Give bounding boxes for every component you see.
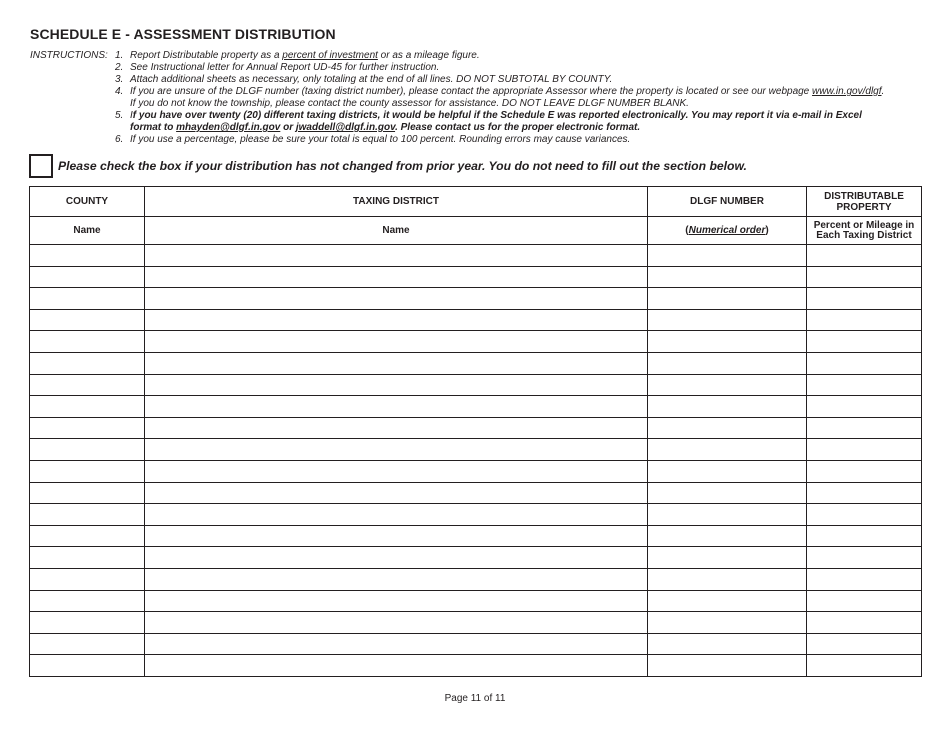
table-row xyxy=(30,504,922,526)
table-cell xyxy=(648,655,807,677)
taxing-district-name-input[interactable] xyxy=(145,597,647,608)
table-cell xyxy=(807,396,922,418)
county-name-input[interactable] xyxy=(30,359,144,370)
table-cell xyxy=(807,288,922,310)
table-row xyxy=(30,331,922,353)
table-cell xyxy=(145,460,648,482)
table-cell xyxy=(648,612,807,634)
percent-or-mileage-input[interactable] xyxy=(807,446,921,457)
dlgf-number-input[interactable] xyxy=(648,338,806,349)
table-row xyxy=(30,309,922,331)
instruction-text-part: format to xyxy=(130,122,177,133)
table-cell xyxy=(145,633,648,655)
instruction-text-part: . Please contact us for the proper electronic format. xyxy=(395,122,641,133)
subheader-numerical-order-text: Numerical order xyxy=(688,225,766,236)
instruction-number: 5. xyxy=(115,110,124,121)
percent-of-investment-text: percent of investment xyxy=(282,50,378,61)
table-cell xyxy=(145,266,648,288)
table-row xyxy=(30,417,922,439)
instructions-list xyxy=(115,50,915,146)
percent-or-mileage-input[interactable] xyxy=(807,575,921,586)
table-cell xyxy=(30,396,145,418)
county-name-input[interactable] xyxy=(30,467,144,478)
header-county: COUNTY xyxy=(30,187,145,217)
table-cell xyxy=(807,266,922,288)
taxing-district-name-input[interactable] xyxy=(145,510,647,521)
subheader-county-name: Name xyxy=(30,217,145,245)
subheader-paren: ) xyxy=(765,225,769,236)
page-title: SCHEDULE E - ASSESSMENT DISTRIBUTION xyxy=(30,26,336,42)
instruction-item xyxy=(115,86,915,110)
table-cell xyxy=(30,245,145,267)
instruction-text-part: I xyxy=(130,110,133,121)
dlgf-number-input[interactable] xyxy=(648,597,806,608)
instruction-item xyxy=(115,134,915,146)
percent-or-mileage-input[interactable] xyxy=(807,467,921,478)
dlgf-number-input[interactable] xyxy=(648,640,806,651)
table-cell xyxy=(145,309,648,331)
county-name-input[interactable] xyxy=(30,510,144,521)
dlgf-number-input[interactable] xyxy=(648,489,806,500)
table-cell xyxy=(648,309,807,331)
instruction-text xyxy=(130,86,915,110)
table-cell xyxy=(30,439,145,461)
dlgf-number-input[interactable] xyxy=(648,467,806,478)
table-cell xyxy=(807,245,922,267)
table-row xyxy=(30,482,922,504)
taxing-district-name-input[interactable] xyxy=(145,273,647,284)
table-row xyxy=(30,525,922,547)
subheader-numerical-order xyxy=(648,217,807,245)
county-name-input[interactable] xyxy=(30,424,144,435)
table-cell xyxy=(145,374,648,396)
table-cell xyxy=(807,439,922,461)
dlgf-number-input[interactable] xyxy=(648,251,806,262)
table-cell xyxy=(807,482,922,504)
percent-or-mileage-input[interactable] xyxy=(807,532,921,543)
table-cell xyxy=(145,331,648,353)
instructions-label: INSTRUCTIONS: xyxy=(30,50,108,61)
percent-or-mileage-input[interactable] xyxy=(807,510,921,521)
county-name-input[interactable] xyxy=(30,273,144,284)
dlgf-number-input[interactable] xyxy=(648,532,806,543)
table-cell xyxy=(30,633,145,655)
taxing-district-name-input[interactable] xyxy=(145,640,647,651)
table-row xyxy=(30,590,922,612)
table-row xyxy=(30,245,922,267)
taxing-district-name-input[interactable] xyxy=(145,402,647,413)
table-cell xyxy=(648,396,807,418)
taxing-district-name-input[interactable] xyxy=(145,381,647,392)
table-cell xyxy=(30,417,145,439)
header-dlgf-number: DLGF NUMBER xyxy=(648,187,807,217)
table-cell xyxy=(145,352,648,374)
subheader-district-name: Name xyxy=(145,217,648,245)
dlgf-number-input[interactable] xyxy=(648,618,806,629)
dlgf-number-input[interactable] xyxy=(648,402,806,413)
taxing-district-name-input[interactable] xyxy=(145,532,647,543)
percent-or-mileage-input[interactable] xyxy=(807,381,921,392)
table-cell xyxy=(145,547,648,569)
table-cell xyxy=(30,374,145,396)
percent-or-mileage-input[interactable] xyxy=(807,640,921,651)
instruction-text-part: If you do not know the township, please contact the county assessor for assistance. DO NOT LEAVE DLGF NUMBER BLANK. xyxy=(130,98,689,109)
table-cell xyxy=(145,612,648,634)
table-cell xyxy=(30,525,145,547)
table-row xyxy=(30,547,922,569)
instruction-text xyxy=(130,110,915,134)
instruction-text: See Instructional letter for Annual Report UD-45 for further instruction. xyxy=(130,62,440,73)
table-cell xyxy=(30,547,145,569)
table-cell xyxy=(648,374,807,396)
table-cell xyxy=(145,245,648,267)
table-cell xyxy=(30,460,145,482)
instruction-item xyxy=(115,50,915,62)
table-cell xyxy=(648,482,807,504)
county-name-input[interactable] xyxy=(30,338,144,349)
instruction-text-part: . xyxy=(881,86,885,97)
table-cell xyxy=(648,568,807,590)
table-cell xyxy=(30,655,145,677)
table-row xyxy=(30,612,922,634)
county-name-input[interactable] xyxy=(30,294,144,305)
table-cell xyxy=(145,482,648,504)
email-link-mhayden[interactable]: mhayden@dlgf.in.gov xyxy=(176,122,281,133)
table-cell xyxy=(648,590,807,612)
table-cell xyxy=(145,396,648,418)
table-cell xyxy=(648,417,807,439)
taxing-district-name-input[interactable] xyxy=(145,467,647,478)
instruction-number: 3. xyxy=(115,74,124,85)
table-cell xyxy=(807,331,922,353)
distribution-table xyxy=(29,186,922,677)
no-change-checkbox[interactable] xyxy=(29,154,53,178)
instruction-text: Attach additional sheets as necessary, only totaling at the end of all lines. DO NOT SUBTOTAL BY COUNTY. xyxy=(130,74,613,85)
county-name-input[interactable] xyxy=(30,597,144,608)
header-distributable-property xyxy=(807,187,922,217)
county-name-input[interactable] xyxy=(30,554,144,565)
instruction-number: 2. xyxy=(115,62,124,73)
county-name-input[interactable] xyxy=(30,532,144,543)
table-cell xyxy=(648,460,807,482)
table-cell xyxy=(807,374,922,396)
percent-or-mileage-input[interactable] xyxy=(807,359,921,370)
table-cell xyxy=(30,288,145,310)
table-cell xyxy=(807,504,922,526)
instruction-item xyxy=(115,74,915,86)
table-row xyxy=(30,352,922,374)
percent-or-mileage-input[interactable] xyxy=(807,316,921,327)
table-row xyxy=(30,396,922,418)
dlgf-number-input[interactable] xyxy=(648,424,806,435)
table-cell xyxy=(145,655,648,677)
county-name-input[interactable] xyxy=(30,402,144,413)
dlgf-webpage-link[interactable]: www.in.gov/dlgf xyxy=(812,86,882,97)
taxing-district-name-input[interactable] xyxy=(145,575,647,586)
taxing-district-name-input[interactable] xyxy=(145,251,647,262)
dlgf-number-input[interactable] xyxy=(648,510,806,521)
table-row xyxy=(30,439,922,461)
header-taxing-district: TAXING DISTRICT xyxy=(145,187,648,217)
table-row xyxy=(30,374,922,396)
instruction-number: 4. xyxy=(115,86,124,97)
dlgf-number-input[interactable] xyxy=(648,359,806,370)
table-cell xyxy=(648,504,807,526)
table-cell xyxy=(30,482,145,504)
instruction-number: 6. xyxy=(115,134,124,145)
table-cell xyxy=(30,266,145,288)
instruction-text: If you use a percentage, please be sure your total is equal to 100 percent. Rounding errors may cause variances. xyxy=(130,134,631,145)
table-cell xyxy=(30,568,145,590)
table-cell xyxy=(807,655,922,677)
table-cell xyxy=(807,460,922,482)
taxing-district-name-input[interactable] xyxy=(145,316,647,327)
dlgf-number-input[interactable] xyxy=(648,273,806,284)
table-cell xyxy=(648,633,807,655)
table-cell xyxy=(145,525,648,547)
header-distributable-property-text: DISTRIBUTABLE PROPERTY xyxy=(824,190,904,213)
percent-or-mileage-input[interactable] xyxy=(807,424,921,435)
taxing-district-name-input[interactable] xyxy=(145,446,647,457)
table-cell xyxy=(648,331,807,353)
table-cell xyxy=(807,568,922,590)
table-row xyxy=(30,633,922,655)
instruction-text-part: f you have over twenty (20) different taxing districts, it would be helpful if the Schedule E was reported electronically. You may report it via e-mail in Excel xyxy=(132,110,862,121)
table-cell xyxy=(145,439,648,461)
instruction-text-part: If you are unsure of the DLGF number (taxing district number), please contact the appropriate Assessor where the property is located or see our webpage xyxy=(130,86,813,97)
table-cell xyxy=(145,288,648,310)
instruction-item xyxy=(115,110,915,134)
county-name-input[interactable] xyxy=(30,381,144,392)
table-row xyxy=(30,460,922,482)
instruction-text-part: Report Distributable property as a xyxy=(130,50,283,61)
dlgf-number-input[interactable] xyxy=(648,554,806,565)
table-cell xyxy=(30,590,145,612)
table-cell xyxy=(807,612,922,634)
dlgf-number-input[interactable] xyxy=(648,575,806,586)
taxing-district-name-input[interactable] xyxy=(145,554,647,565)
table-cell xyxy=(648,245,807,267)
percent-or-mileage-input[interactable] xyxy=(807,662,921,673)
dlgf-number-input[interactable] xyxy=(648,662,806,673)
county-name-input[interactable] xyxy=(30,618,144,629)
instruction-text-part: or as a mileage figure. xyxy=(377,50,480,61)
table-cell xyxy=(30,352,145,374)
email-link-jwaddell[interactable]: jwaddell@dlgf.in.gov xyxy=(295,122,396,133)
instruction-item xyxy=(115,62,915,74)
county-name-input[interactable] xyxy=(30,446,144,457)
county-name-input[interactable] xyxy=(30,575,144,586)
table-cell xyxy=(648,352,807,374)
table-cell xyxy=(648,525,807,547)
table-cell xyxy=(648,288,807,310)
percent-or-mileage-input[interactable] xyxy=(807,618,921,629)
table-cell xyxy=(807,417,922,439)
instruction-number: 1. xyxy=(115,50,124,61)
table-cell xyxy=(648,439,807,461)
table-cell xyxy=(648,547,807,569)
table-body xyxy=(30,245,922,677)
table-cell xyxy=(145,504,648,526)
table-cell xyxy=(807,547,922,569)
subheader-paren: ( xyxy=(685,225,689,236)
dlgf-number-input[interactable] xyxy=(648,381,806,392)
subheader-percent-or-mileage: Percent or Mileage in Each Taxing District xyxy=(807,217,922,245)
table-row xyxy=(30,568,922,590)
percent-or-mileage-input[interactable] xyxy=(807,251,921,262)
taxing-district-name-input[interactable] xyxy=(145,294,647,305)
table-cell xyxy=(145,590,648,612)
county-name-input[interactable] xyxy=(30,316,144,327)
percent-or-mileage-input[interactable] xyxy=(807,597,921,608)
percent-or-mileage-input[interactable] xyxy=(807,273,921,284)
county-name-input[interactable] xyxy=(30,662,144,673)
table-cell xyxy=(648,266,807,288)
taxing-district-name-input[interactable] xyxy=(145,424,647,435)
instruction-text-part: or xyxy=(280,122,296,133)
taxing-district-name-input[interactable] xyxy=(145,618,647,629)
table-cell xyxy=(145,417,648,439)
percent-or-mileage-input[interactable] xyxy=(807,338,921,349)
table-cell xyxy=(807,590,922,612)
page-number: Page 11 of 11 xyxy=(444,693,506,704)
table-cell xyxy=(807,525,922,547)
taxing-district-name-input[interactable] xyxy=(145,489,647,500)
dlgf-number-input[interactable] xyxy=(648,446,806,457)
taxing-district-name-input[interactable] xyxy=(145,359,647,370)
table-cell xyxy=(807,633,922,655)
percent-or-mileage-input[interactable] xyxy=(807,294,921,305)
table-cell xyxy=(30,612,145,634)
county-name-input[interactable] xyxy=(30,251,144,262)
table-row xyxy=(30,266,922,288)
percent-or-mileage-input[interactable] xyxy=(807,554,921,565)
county-name-input[interactable] xyxy=(30,489,144,500)
percent-or-mileage-input[interactable] xyxy=(807,402,921,413)
table-cell xyxy=(145,568,648,590)
table-cell xyxy=(30,331,145,353)
percent-or-mileage-input[interactable] xyxy=(807,489,921,500)
dlgf-number-input[interactable] xyxy=(648,294,806,305)
dlgf-number-input[interactable] xyxy=(648,316,806,327)
table-cell xyxy=(807,309,922,331)
table-cell xyxy=(30,309,145,331)
table-cell xyxy=(807,352,922,374)
taxing-district-name-input[interactable] xyxy=(145,338,647,349)
table-cell xyxy=(30,504,145,526)
table-row xyxy=(30,288,922,310)
county-name-input[interactable] xyxy=(30,640,144,651)
table-row xyxy=(30,655,922,677)
instruction-text xyxy=(130,50,915,62)
no-change-checkbox-label: Please check the box if your distribution has not changed from prior year. You do not need to fill out the section below. xyxy=(58,159,747,173)
taxing-district-name-input[interactable] xyxy=(145,662,647,673)
